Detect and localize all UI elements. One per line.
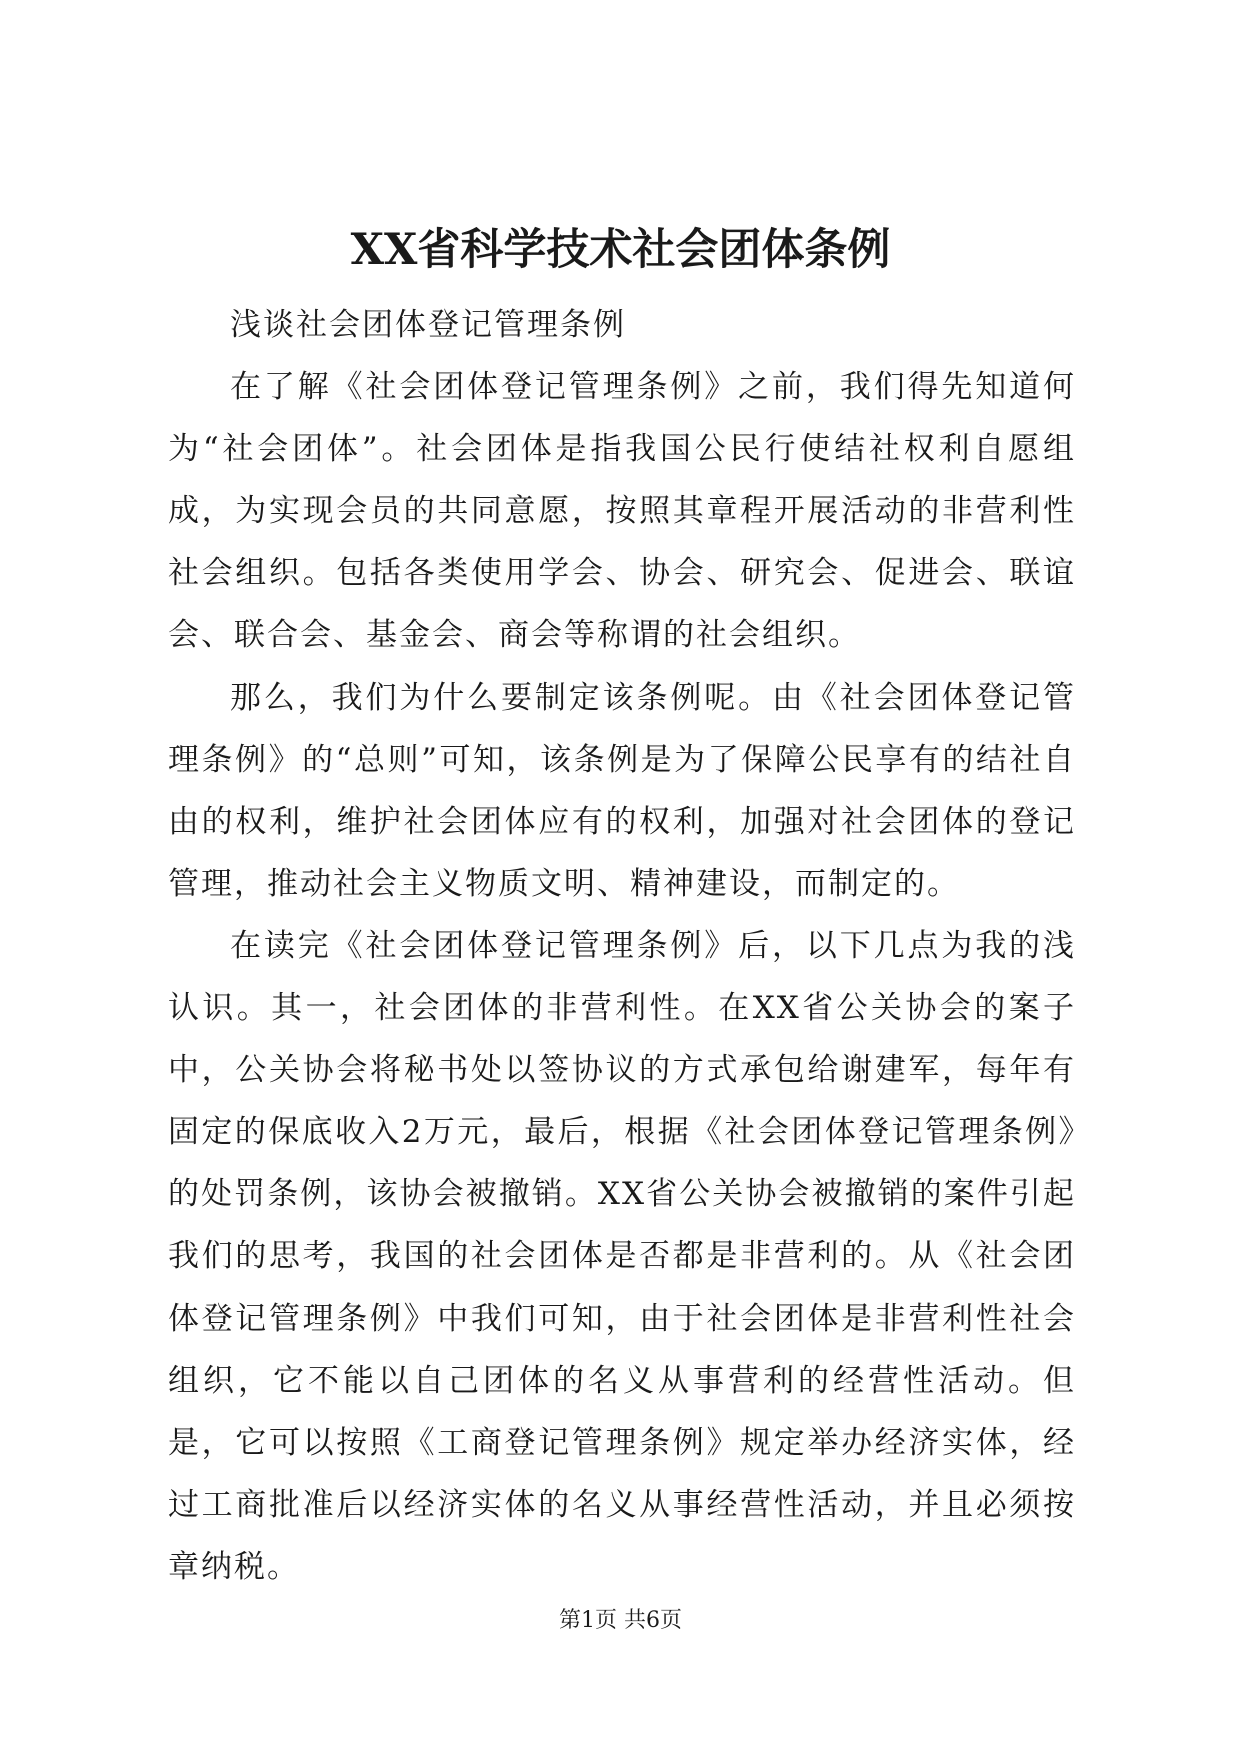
- body-paragraph: 那么，我们为什么要制定该条例呢。由《社会团体登记管理条例》的“总则”可知，该条例是为了保障公民享有的结社自由的权利，维护社会团体应有的权利，加强对社会团体的登记管理，推动社会主义物质文明、精神建设，而制定的。: [168, 679, 1076, 902]
- body-paragraph: 在读完《社会团体登记管理条例》后，以下几点为我的浅认识。其一，社会团体的非营利性。在XX省公关协会的案子中，公关协会将秘书处以签协议的方式承包给谢建军，每年有固定的保底收入2万元，最后，根据《社会团体登记管理条例》的处罚条例，该协会被撤销。XX省公关协会被撤销的案件引起我们的思考，我国的社会团体是否都是非营利的。从《社会团体登记管理条例》中我们可知，由于社会团体是非营利性社会组织，它不能以自己团体的名义从事营利的经营性活动。但是，它可以按照《工商登记管理条例》规定举办经济实体，经过工商批准后以经济实体的名义从事经营性活动，并且必须按章纳税。: [168, 927, 1076, 1585]
- page-number: 第1页 共6页: [559, 1608, 682, 1633]
- body-paragraph: 在了解《社会团体登记管理条例》之前，我们得先知道何为“社会团体”。社会团体是指我国公民行使结社权利自愿组成，为实现会员的共同意愿，按照其章程开展活动的非营利性社会组织。包括各类使用学会、协会、研究会、促进会、联谊会、联合会、基金会、商会等称谓的社会组织。: [168, 369, 1076, 654]
- subtitle-paragraph: 浅谈社会团体登记管理条例: [230, 307, 626, 343]
- document-body: [168, 294, 1076, 1598]
- document-title: XX省科学技术社会团体条例: [350, 225, 891, 275]
